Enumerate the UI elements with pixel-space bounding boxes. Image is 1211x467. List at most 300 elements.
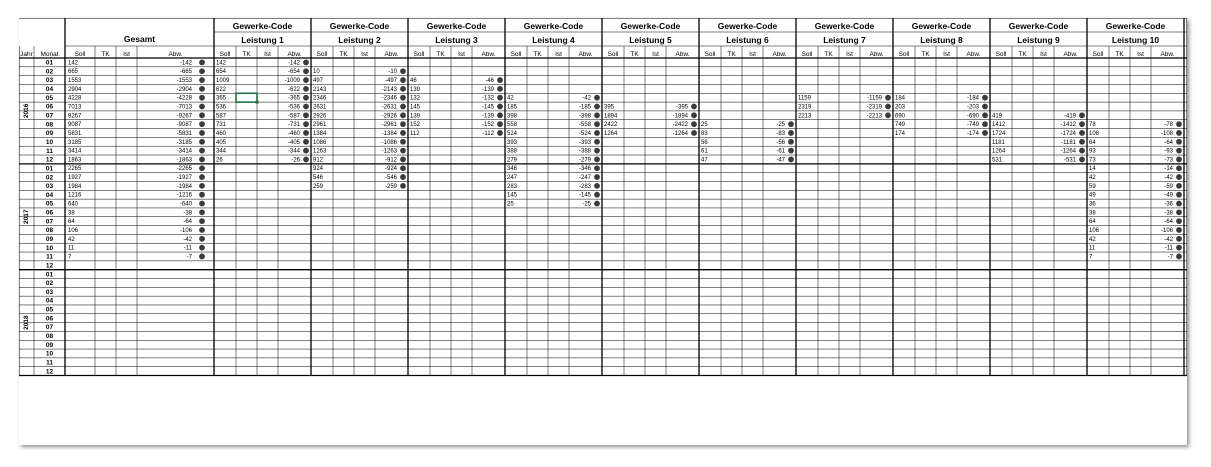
month-label: 01 bbox=[45, 59, 54, 67]
leistung-10-soll: 73 bbox=[1089, 157, 1096, 164]
header-sub-soll: Soll bbox=[1092, 51, 1104, 58]
leistung-10-soll: 42 bbox=[1089, 175, 1096, 182]
status-indicator-icon bbox=[885, 95, 891, 101]
month-label: 10 bbox=[45, 138, 54, 146]
leistung-1-abw: -731 bbox=[287, 122, 300, 129]
header-sub-abw: Abw. bbox=[384, 51, 399, 58]
gesamt-abw: -1553 bbox=[176, 78, 192, 85]
header-sub-soll: Soll bbox=[801, 51, 813, 58]
leistung-3-soll: 46 bbox=[410, 78, 417, 85]
header-sub-ist: Ist bbox=[458, 51, 465, 58]
month-label: 09 bbox=[45, 130, 54, 138]
gesamt-abw: -665 bbox=[179, 69, 192, 76]
leistung-7-abw: -2213 bbox=[866, 113, 882, 120]
leistung-9-abw: -1724 bbox=[1060, 130, 1076, 137]
status-indicator-icon bbox=[400, 112, 406, 118]
leistung-1-soll: 365 bbox=[216, 95, 227, 102]
month-label: 09 bbox=[45, 341, 54, 349]
month-label: 07 bbox=[45, 112, 54, 120]
status-indicator-icon bbox=[788, 139, 794, 145]
leistung-1-abw: -622 bbox=[287, 86, 300, 93]
leistung-6-soll: 56 bbox=[701, 139, 708, 146]
leistung-1-abw: -654 bbox=[287, 69, 300, 76]
gesamt-abw: -3185 bbox=[176, 139, 192, 146]
leistung-1-abw: -142 bbox=[287, 60, 300, 67]
gesamt-soll: 7013 bbox=[68, 104, 82, 111]
status-indicator-icon bbox=[1176, 139, 1182, 145]
leistung-3-abw: -139 bbox=[481, 86, 494, 93]
gesamt-soll: 640 bbox=[68, 201, 79, 208]
month-label: 06 bbox=[45, 315, 54, 323]
leistung-10-abw: -42 bbox=[1164, 236, 1173, 243]
status-indicator-icon bbox=[497, 104, 503, 110]
status-indicator-icon bbox=[199, 209, 205, 215]
leistung-4-soll: 25 bbox=[507, 201, 514, 208]
gesamt-abw: -4228 bbox=[176, 95, 192, 102]
status-indicator-icon bbox=[691, 121, 697, 127]
status-indicator-icon bbox=[199, 174, 205, 180]
leistung-10-soll: 106 bbox=[1089, 227, 1100, 234]
status-indicator-icon bbox=[885, 104, 891, 110]
status-indicator-icon bbox=[1176, 209, 1182, 215]
month-label: 01 bbox=[45, 271, 54, 279]
leistung-1-soll: 1009 bbox=[216, 78, 230, 85]
gesamt-soll: 42 bbox=[68, 236, 75, 243]
header-gesamt-abw: Abw. bbox=[168, 51, 183, 58]
status-indicator-icon bbox=[497, 95, 503, 101]
month-label: 12 bbox=[45, 156, 54, 164]
header-sub-ist: Ist bbox=[1137, 51, 1144, 58]
month-label: 05 bbox=[45, 306, 54, 314]
status-indicator-icon bbox=[982, 95, 988, 101]
status-indicator-icon bbox=[1176, 192, 1182, 198]
header-sub-tk: TK bbox=[436, 51, 445, 58]
status-indicator-icon bbox=[199, 60, 205, 66]
month-label: 04 bbox=[45, 191, 54, 199]
status-indicator-icon bbox=[497, 86, 503, 92]
header-sub-soll: Soll bbox=[219, 51, 231, 58]
status-indicator-icon bbox=[594, 183, 600, 189]
leistung-3-abw: -46 bbox=[485, 78, 494, 85]
leistung-2-abw: -912 bbox=[384, 157, 397, 164]
month-label: 11 bbox=[46, 147, 53, 155]
leistung-10-soll: 64 bbox=[1089, 139, 1096, 146]
spreadsheet bbox=[19, 18, 1187, 445]
header-sub-soll: Soll bbox=[607, 51, 619, 58]
leistung-9-soll: 1412 bbox=[992, 122, 1006, 129]
leistung-4-abw: -279 bbox=[578, 157, 591, 164]
leistung-4-abw: -558 bbox=[578, 122, 591, 129]
status-indicator-icon bbox=[199, 121, 205, 127]
header-leistung-5: Leistung 5 bbox=[629, 35, 672, 45]
leistung-7-soll: 2213 bbox=[798, 113, 812, 120]
leistung-2-abw: -259 bbox=[384, 183, 397, 190]
status-indicator-icon bbox=[303, 112, 309, 118]
leistung-1-soll: 587 bbox=[216, 113, 227, 120]
status-indicator-icon bbox=[1176, 174, 1182, 180]
header-sub-tk: TK bbox=[1115, 51, 1124, 58]
leistung-4-soll: 42 bbox=[507, 95, 514, 102]
status-indicator-icon bbox=[400, 139, 406, 145]
status-indicator-icon bbox=[400, 77, 406, 83]
header-sub-abw: Abw. bbox=[675, 51, 690, 58]
leistung-8-soll: 203 bbox=[895, 104, 906, 111]
leistung-9-soll: 1724 bbox=[992, 130, 1006, 137]
leistung-2-soll: 912 bbox=[313, 157, 324, 164]
status-indicator-icon bbox=[594, 121, 600, 127]
header-gesamt: Gesamt bbox=[123, 34, 156, 44]
leistung-6-abw: -47 bbox=[776, 157, 785, 164]
leistung-4-abw: -25 bbox=[582, 201, 591, 208]
status-indicator-icon bbox=[1176, 245, 1182, 251]
leistung-2-soll: 259 bbox=[313, 183, 324, 190]
gesamt-soll: 11 bbox=[68, 245, 75, 252]
leistung-3-soll: 152 bbox=[410, 122, 421, 129]
leistung-2-soll: 10 bbox=[313, 69, 320, 76]
header-sub-soll: Soll bbox=[413, 51, 425, 58]
status-indicator-icon bbox=[199, 201, 205, 207]
leistung-7-abw: -1159 bbox=[867, 95, 882, 102]
gesamt-soll: 7 bbox=[68, 254, 72, 261]
header-sub-tk: TK bbox=[921, 51, 930, 58]
gesamt-abw: -42 bbox=[183, 236, 192, 243]
gesamt-abw: -1863 bbox=[176, 157, 192, 164]
status-indicator-icon bbox=[303, 148, 309, 154]
leistung-1-abw: -460 bbox=[287, 130, 300, 137]
header-gewerke-code: Gewerke-Code bbox=[717, 21, 778, 31]
leistung-3-soll: 132 bbox=[410, 95, 421, 102]
leistung-10-abw: -59 bbox=[1164, 183, 1173, 190]
leistung-4-soll: 247 bbox=[507, 175, 518, 182]
leistung-1-abw: -344 bbox=[287, 148, 300, 155]
leistung-3-abw: -145 bbox=[481, 104, 494, 111]
leistung-3-soll: 112 bbox=[410, 130, 420, 137]
leistung-4-soll: 558 bbox=[507, 122, 518, 129]
leistung-2-soll: 1086 bbox=[313, 139, 327, 146]
leistung-10-soll: 59 bbox=[1089, 183, 1096, 190]
leistung-8-abw: -203 bbox=[966, 104, 979, 111]
header-monat: Monat bbox=[40, 51, 59, 58]
header-gewerke-code: Gewerke-Code bbox=[620, 21, 681, 31]
month-label: 06 bbox=[45, 209, 54, 217]
status-indicator-icon bbox=[788, 148, 794, 154]
status-indicator-icon bbox=[982, 104, 988, 110]
status-indicator-icon bbox=[199, 192, 205, 198]
leistung-2-abw: -10 bbox=[388, 69, 397, 76]
month-label: 02 bbox=[45, 280, 54, 288]
status-indicator-icon bbox=[788, 157, 794, 163]
leistung-9-soll: 531 bbox=[992, 157, 1003, 164]
status-indicator-icon bbox=[594, 112, 600, 118]
leistung-6-abw: -25 bbox=[776, 122, 785, 129]
leistung-9-abw: -1264 bbox=[1060, 148, 1076, 155]
status-indicator-icon bbox=[1176, 254, 1182, 260]
status-indicator-icon bbox=[594, 201, 600, 207]
leistung-1-abw: -587 bbox=[287, 113, 300, 120]
status-indicator-icon bbox=[1079, 139, 1085, 145]
header-sub-soll: Soll bbox=[995, 51, 1007, 58]
status-indicator-icon bbox=[199, 77, 205, 83]
status-indicator-icon bbox=[199, 227, 205, 233]
gesamt-soll: 665 bbox=[68, 69, 79, 76]
status-indicator-icon bbox=[199, 95, 205, 101]
year-label-2017: 2017 bbox=[23, 209, 30, 224]
header-sub-soll: Soll bbox=[898, 51, 910, 58]
status-indicator-icon bbox=[594, 139, 600, 145]
leistung-3-soll: 139 bbox=[410, 113, 421, 120]
leistung-4-soll: 185 bbox=[507, 104, 518, 111]
leistung-3-abw: -112 bbox=[482, 130, 494, 137]
header-sub-ist: Ist bbox=[1040, 51, 1047, 58]
header-gewerke-code: Gewerke-Code bbox=[1105, 21, 1166, 31]
leistung-2-soll: 2143 bbox=[313, 86, 327, 93]
leistung-2-abw: -2346 bbox=[381, 95, 397, 102]
leistung-8-soll: 174 bbox=[895, 130, 906, 137]
leistung-1-soll: 405 bbox=[216, 139, 227, 146]
status-indicator-icon bbox=[497, 112, 503, 118]
month-label: 08 bbox=[45, 227, 54, 235]
leistung-1-soll: 731 bbox=[216, 122, 227, 129]
header-leistung-4: Leistung 4 bbox=[532, 35, 575, 45]
gesamt-abw: -142 bbox=[179, 60, 192, 67]
status-indicator-icon bbox=[594, 104, 600, 110]
leistung-10-soll: 78 bbox=[1089, 122, 1096, 129]
status-indicator-icon bbox=[1079, 157, 1085, 163]
gesamt-soll: 9267 bbox=[68, 113, 82, 120]
status-indicator-icon bbox=[400, 183, 406, 189]
leistung-4-soll: 524 bbox=[507, 130, 518, 137]
leistung-10-abw: -64 bbox=[1164, 139, 1173, 146]
status-indicator-icon bbox=[199, 236, 205, 242]
leistung-8-soll: 690 bbox=[895, 113, 906, 120]
status-indicator-icon bbox=[303, 139, 309, 145]
month-label: 10 bbox=[45, 244, 54, 252]
header-gesamt-tk: TK bbox=[101, 51, 110, 58]
month-label: 11 bbox=[46, 253, 53, 261]
leistung-2-abw: -497 bbox=[384, 78, 397, 85]
header-leistung-3: Leistung 3 bbox=[435, 35, 478, 45]
year-label-2016: 2016 bbox=[23, 103, 30, 119]
status-indicator-icon bbox=[594, 192, 600, 198]
header-sub-tk: TK bbox=[339, 51, 348, 58]
leistung-4-abw: -283 bbox=[578, 183, 591, 190]
leistung-10-soll: 93 bbox=[1089, 148, 1096, 155]
leistung-6-soll: 83 bbox=[701, 130, 708, 137]
status-indicator-icon bbox=[199, 157, 205, 163]
leistung-2-abw: -2961 bbox=[381, 122, 397, 129]
leistung-7-soll: 1159 bbox=[798, 95, 811, 102]
gesamt-abw: -3414 bbox=[176, 148, 192, 155]
leistung-2-soll: 2631 bbox=[313, 104, 327, 111]
status-indicator-icon bbox=[303, 60, 309, 66]
status-indicator-icon bbox=[1176, 121, 1182, 127]
leistung-4-soll: 283 bbox=[507, 183, 518, 190]
gesamt-soll: 4228 bbox=[68, 95, 82, 102]
status-indicator-icon bbox=[303, 121, 309, 127]
status-indicator-icon bbox=[1176, 227, 1182, 233]
status-indicator-icon bbox=[497, 121, 503, 127]
header-sub-abw: Abw. bbox=[772, 51, 787, 58]
leistung-2-abw: -2926 bbox=[381, 113, 397, 120]
leistung-10-abw: -11 bbox=[1164, 245, 1173, 252]
header-leistung-1: Leistung 1 bbox=[241, 35, 284, 45]
leistung-1-soll: 622 bbox=[216, 86, 227, 93]
leistung-3-soll: 139 bbox=[410, 86, 421, 93]
header-gewerke-code: Gewerke-Code bbox=[329, 21, 390, 31]
status-indicator-icon bbox=[982, 121, 988, 127]
leistung-5-abw: -1894 bbox=[672, 113, 688, 120]
status-indicator-icon bbox=[199, 112, 205, 118]
leistung-5-abw: -395 bbox=[675, 104, 688, 111]
leistung-8-abw: -749 bbox=[966, 122, 979, 129]
leistung-2-abw: -546 bbox=[384, 175, 397, 182]
leistung-4-abw: -346 bbox=[578, 166, 591, 173]
gesamt-abw: -11 bbox=[183, 245, 192, 252]
status-indicator-icon bbox=[497, 77, 503, 83]
status-indicator-icon bbox=[400, 130, 406, 136]
header-sub-abw: Abw. bbox=[869, 51, 884, 58]
month-label: 08 bbox=[45, 333, 54, 341]
gesamt-soll: 1216 bbox=[68, 192, 82, 199]
leistung-10-abw: -73 bbox=[1164, 157, 1173, 164]
status-indicator-icon bbox=[400, 95, 406, 101]
leistung-10-soll: 14 bbox=[1089, 166, 1096, 173]
status-indicator-icon bbox=[303, 86, 309, 92]
status-indicator-icon bbox=[1079, 148, 1085, 154]
status-indicator-icon bbox=[885, 112, 891, 118]
month-label: 07 bbox=[45, 218, 54, 226]
fill-handle[interactable] bbox=[256, 101, 259, 104]
header-sub-abw: Abw. bbox=[578, 51, 593, 58]
leistung-2-abw: -2143 bbox=[381, 86, 397, 93]
status-indicator-icon bbox=[303, 130, 309, 136]
status-indicator-icon bbox=[594, 165, 600, 171]
leistung-4-abw: -524 bbox=[578, 130, 591, 137]
gesamt-abw: -2904 bbox=[176, 86, 192, 93]
leistung-2-soll: 1384 bbox=[313, 130, 327, 137]
header-jahr: Jahr bbox=[20, 51, 33, 58]
leistung-4-soll: 279 bbox=[507, 157, 518, 164]
status-indicator-icon bbox=[400, 165, 406, 171]
status-indicator-icon bbox=[1079, 121, 1085, 127]
status-indicator-icon bbox=[400, 148, 406, 154]
leistung-9-abw: -419 bbox=[1063, 113, 1076, 120]
gesamt-soll: 9087 bbox=[68, 122, 82, 129]
leistung-4-soll: 388 bbox=[507, 148, 518, 155]
header-gewerke-code: Gewerke-Code bbox=[911, 21, 972, 31]
month-label: 12 bbox=[45, 368, 54, 376]
status-indicator-icon bbox=[199, 86, 205, 92]
header-sub-tk: TK bbox=[533, 51, 542, 58]
header-sub-ist: Ist bbox=[555, 51, 562, 58]
status-indicator-icon bbox=[594, 95, 600, 101]
status-indicator-icon bbox=[1176, 157, 1182, 163]
gesamt-abw: -7 bbox=[186, 254, 192, 261]
header-sub-abw: Abw. bbox=[966, 51, 981, 58]
month-label: 10 bbox=[45, 350, 54, 358]
header-gewerke-code: Gewerke-Code bbox=[814, 21, 875, 31]
gesamt-soll: 2904 bbox=[68, 86, 82, 93]
month-label: 09 bbox=[45, 236, 54, 243]
header-leistung-8: Leistung 8 bbox=[920, 35, 963, 45]
leistung-10-abw: -49 bbox=[1164, 192, 1173, 199]
leistung-9-abw: -1181 bbox=[1061, 139, 1076, 146]
month-label: 03 bbox=[45, 77, 54, 85]
status-indicator-icon bbox=[1079, 130, 1085, 136]
status-indicator-icon bbox=[303, 104, 309, 110]
header-gewerke-code: Gewerke-Code bbox=[523, 21, 584, 31]
month-label: 04 bbox=[45, 86, 54, 94]
month-label: 03 bbox=[45, 183, 54, 191]
month-label: 02 bbox=[45, 68, 54, 76]
leistung-10-abw: -106 bbox=[1160, 227, 1173, 234]
gesamt-soll: 1863 bbox=[68, 157, 82, 164]
leistung-10-soll: 7 bbox=[1089, 254, 1093, 261]
header-sub-ist: Ist bbox=[264, 51, 271, 58]
header-sub-abw: Abw. bbox=[481, 51, 496, 58]
month-label: 02 bbox=[45, 174, 54, 182]
leistung-2-soll: 497 bbox=[313, 78, 324, 85]
status-indicator-icon bbox=[303, 157, 309, 163]
leistung-10-soll: 49 bbox=[1089, 192, 1096, 199]
month-label: 01 bbox=[45, 165, 54, 173]
gesamt-abw: -9087 bbox=[176, 122, 192, 129]
leistung-6-soll: 25 bbox=[701, 122, 708, 129]
leistung-3-abw: -139 bbox=[481, 113, 494, 120]
gesamt-soll: 106 bbox=[68, 227, 79, 234]
leistung-1-soll: 26 bbox=[216, 157, 223, 164]
leistung-2-abw: -2631 bbox=[381, 104, 397, 111]
leistung-6-abw: -56 bbox=[776, 139, 785, 146]
leistung-1-abw: -26 bbox=[291, 157, 300, 164]
header-sub-soll: Soll bbox=[316, 51, 328, 58]
gesamt-abw: -1927 bbox=[176, 175, 192, 182]
leistung-10-abw: -64 bbox=[1164, 219, 1173, 226]
leistung-1-abw: -405 bbox=[287, 139, 300, 146]
gesamt-abw: -640 bbox=[179, 201, 192, 208]
status-indicator-icon bbox=[400, 104, 406, 110]
status-indicator-icon bbox=[1176, 183, 1182, 189]
header-gewerke-code: Gewerke-Code bbox=[1008, 21, 1069, 31]
gesamt-abw: -64 bbox=[183, 219, 192, 226]
header-gewerke-code: Gewerke-Code bbox=[426, 21, 487, 31]
leistung-1-soll: 536 bbox=[216, 104, 227, 111]
leistung-10-abw: -93 bbox=[1164, 148, 1173, 155]
leistung-2-abw: -1384 bbox=[381, 130, 397, 137]
header-leistung-2: Leistung 2 bbox=[338, 35, 381, 45]
leistung-10-abw: -38 bbox=[1164, 210, 1173, 217]
leistung-6-abw: -83 bbox=[776, 130, 785, 137]
status-indicator-icon bbox=[594, 148, 600, 154]
leistung-4-soll: 393 bbox=[507, 139, 518, 146]
month-label: 03 bbox=[45, 288, 54, 296]
leistung-1-soll: 344 bbox=[216, 148, 227, 155]
header-sub-tk: TK bbox=[727, 51, 736, 58]
leistung-7-abw: -2319 bbox=[866, 104, 882, 111]
header-leistung-9: Leistung 9 bbox=[1017, 35, 1060, 45]
leistung-6-soll: 61 bbox=[701, 148, 708, 155]
month-label: 05 bbox=[45, 200, 54, 208]
leistung-4-abw: -388 bbox=[578, 148, 591, 155]
leistung-5-abw: -2422 bbox=[672, 122, 688, 129]
worksheet-grid[interactable] bbox=[19, 18, 1187, 445]
leistung-8-soll: 749 bbox=[895, 122, 906, 129]
month-label: 06 bbox=[45, 103, 54, 111]
status-indicator-icon bbox=[1176, 130, 1182, 136]
gesamt-abw: -9267 bbox=[176, 113, 192, 120]
leistung-9-abw: -1412 bbox=[1060, 122, 1076, 129]
leistung-10-abw: -78 bbox=[1164, 122, 1173, 129]
